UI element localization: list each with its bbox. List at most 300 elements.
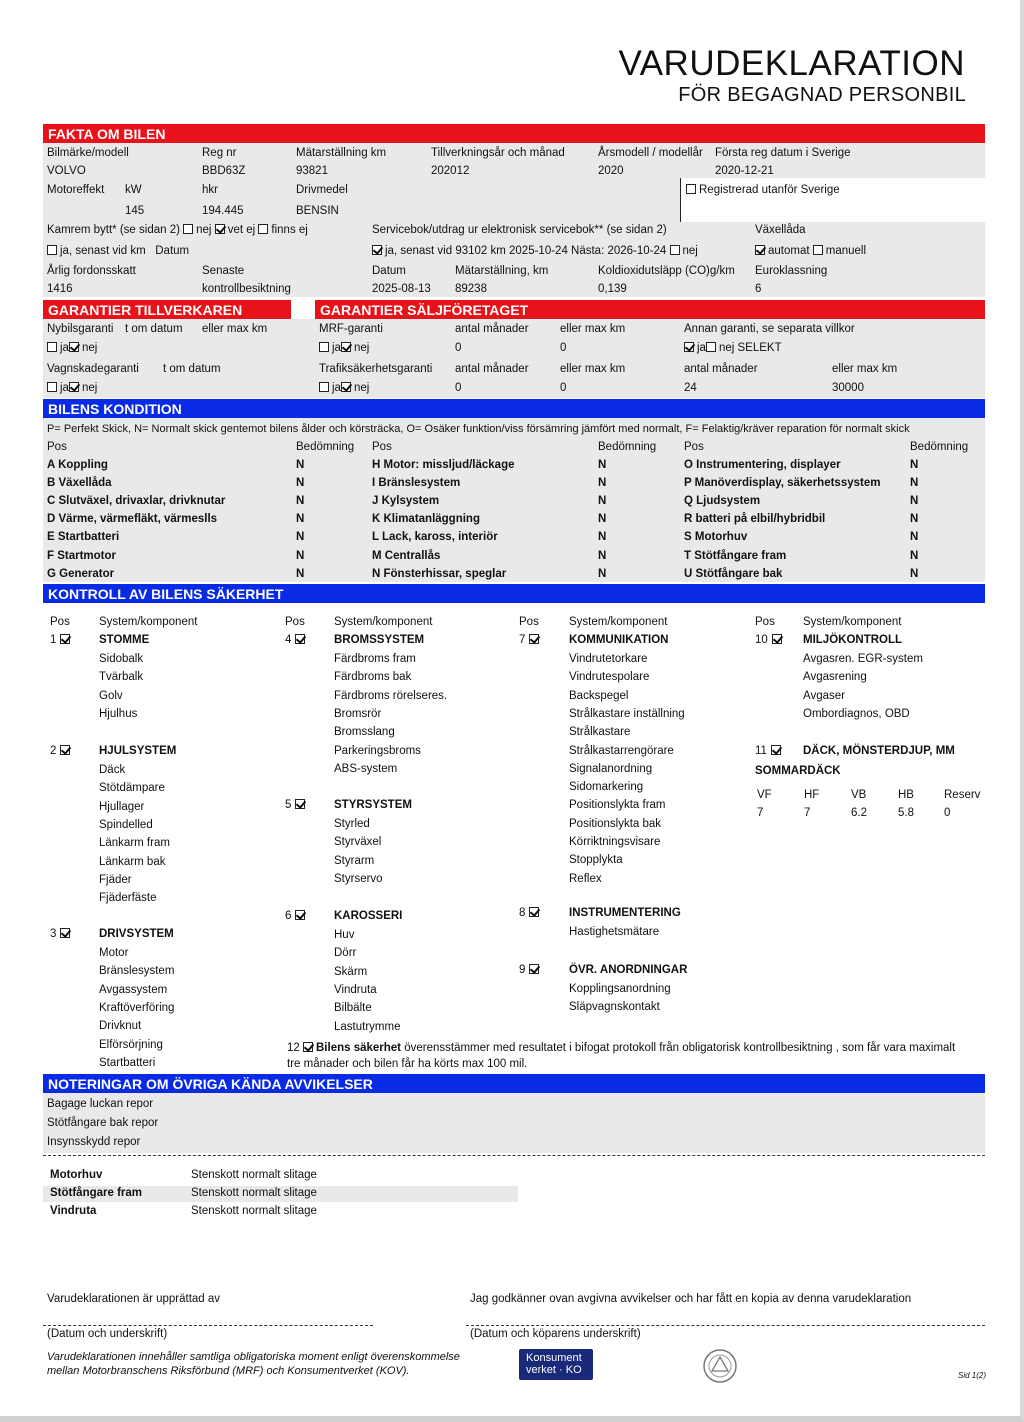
notering-line-3: Insynsskydd repor — [47, 1136, 141, 1148]
notering-line-2: Stötfångare bak repor — [47, 1117, 159, 1129]
group-2-item: Fjäder — [99, 873, 132, 886]
kondition-rating-3-6: N — [910, 549, 919, 562]
kondition-item-1-3: C Slutväxel, drivaxlar, drivknutar — [47, 495, 226, 508]
group-10-item: Avgaser — [803, 689, 845, 702]
annan-nej-checkbox[interactable] — [706, 342, 716, 352]
group-1-item: Tvärbalk — [99, 671, 144, 684]
group-10-item: Avgasren. EGR-system — [803, 653, 923, 665]
group-4-item: Bromsrör — [334, 707, 382, 720]
kondition-rating-3-5: N — [910, 531, 919, 544]
pos-11-number: 11 — [755, 745, 767, 757]
kondition-pos-1: Pos — [47, 441, 67, 453]
value-arsmodell: 2020 — [598, 165, 624, 177]
value-mrf-km: 0 — [560, 342, 567, 354]
group-2-item: Länkarm bak — [99, 855, 166, 868]
doc-subtitle: FÖR BEGAGNAD PERSONBIL — [678, 84, 966, 106]
dack-col-5: Reserv — [944, 789, 981, 801]
sign-label-1: (Datum och underskrift) — [47, 1328, 168, 1340]
annan-ja-label: ja — [697, 342, 706, 354]
trafik-ja-checkbox[interactable] — [319, 382, 329, 392]
group-7-item: Vindrutespolare — [569, 671, 650, 684]
upprattad-label: Varudeklarationen är upprättad av — [47, 1293, 221, 1305]
dack-col-2: HF — [804, 789, 820, 801]
kondition-rating-1-2: N — [296, 477, 305, 490]
value-annan-km: 30000 — [832, 382, 864, 394]
kondition-rating-1-3: N — [296, 495, 305, 508]
konsumentverket-logo — [519, 1349, 593, 1380]
group-7-item: Signalanordning — [569, 762, 653, 775]
servicebok-row — [372, 245, 698, 258]
label-nybilsgaranti: Nybilsgaranti — [47, 323, 114, 335]
pos-8-checkbox[interactable] — [529, 907, 539, 917]
kondition-item-3-1: O Instrumentering, displayer — [684, 459, 841, 471]
group-8-title: INSTRUMENTERING — [569, 907, 681, 919]
group-1-item: Golv — [99, 689, 123, 702]
vagn-ja-checkbox[interactable] — [47, 382, 57, 392]
kamrem-vetej-label: vet ej — [227, 224, 256, 236]
group-6-item: Lastutrymme — [334, 1020, 401, 1033]
kontroll-pos-header-3: Pos — [519, 616, 539, 628]
logo-line-2: verket · KO — [526, 1364, 582, 1376]
kondition-item-1-1: A Koppling — [47, 459, 108, 471]
dack-val-1: 7 — [757, 807, 764, 819]
trafik-nej-label: nej — [353, 382, 370, 394]
group-10-title: MILJÖKONTROLL — [803, 634, 903, 646]
pos-2-checkbox[interactable] — [60, 745, 70, 755]
label-mrf: MRF-garanti — [319, 323, 383, 335]
kamrem-finnsej-checkbox[interactable] — [258, 224, 268, 234]
footer-note-2: mellan Motorbranschens Riksförbund (MRF) och Konsumentverket (KOV). — [47, 1365, 410, 1377]
dack-val-3: 6.2 — [851, 807, 867, 819]
label-kw: kW — [125, 184, 142, 196]
label-matarstallning-km: Mätarställning, km — [455, 265, 549, 277]
kondition-rating-2-4: N — [598, 513, 607, 526]
automat-label: automat — [768, 245, 810, 257]
sakerhet-bold: Bilens säkerhet — [316, 1042, 402, 1054]
group-7-item: Strålkastare — [569, 726, 631, 739]
group-7-item: Reflex — [569, 872, 602, 885]
pos-3-checkbox[interactable] — [60, 928, 70, 938]
sakerhet-checkbox[interactable] — [303, 1042, 313, 1052]
pos-9-number: 9 — [519, 964, 526, 976]
registrerad-field — [686, 184, 840, 197]
value-annan-antal: 24 — [684, 382, 697, 394]
group-3-item: Startbatteri — [99, 1056, 156, 1069]
group-5-item: Styrled — [334, 818, 370, 830]
mrf-nej-checkbox[interactable] — [341, 342, 351, 352]
dack-val-5: 0 — [944, 807, 951, 819]
value-co: 0,139 — [598, 283, 627, 295]
kamrem-ja-row — [47, 245, 189, 258]
notering-row-3-desc: Stenskott normalt slitage — [191, 1205, 317, 1217]
pos-7-checkbox[interactable] — [529, 634, 539, 644]
kondition-rating-2-7: N — [598, 567, 607, 580]
group-3-item: Avgassystem — [99, 983, 168, 996]
kondition-rating-2-1: N — [598, 459, 607, 471]
group-7-item: Backspegel — [569, 689, 629, 702]
kondition-rating-2-3: N — [598, 495, 607, 508]
trafik-nej-checkbox[interactable] — [341, 382, 351, 392]
logo-line-1: Konsument — [526, 1352, 582, 1364]
noteringar-shade — [43, 1093, 985, 1153]
pos-5 — [285, 799, 308, 812]
kamrem-datum-label: Datum — [155, 245, 190, 257]
label-motoreffekt: Motoreffekt — [47, 184, 105, 196]
page-number: Sid 1(2) — [958, 1371, 987, 1380]
kondition-rating-1-1: N — [296, 459, 305, 471]
pos-3 — [50, 928, 73, 941]
group-1-item: Sidobalk — [99, 653, 144, 665]
pos-8-number: 8 — [519, 907, 526, 919]
garantier-saljforetaget-heading: GARANTIER SÄLJFÖRETAGET — [315, 300, 985, 319]
signature-line-2[interactable] — [466, 1325, 985, 1326]
kondition-item-2-2: I Bränslesystem — [372, 477, 461, 490]
group-6-item: Vindruta — [334, 983, 377, 996]
kondition-item-1-5: E Startbatteri — [47, 531, 120, 544]
label-arlig-skatt: Årlig fordonsskatt — [47, 265, 136, 277]
kondition-item-1-2: B Växellåda — [47, 477, 112, 490]
group-3-item: Bränslesystem — [99, 965, 175, 978]
vaxellada-label: Växellåda — [755, 224, 806, 236]
manuell-label: manuell — [825, 245, 867, 257]
sign-label-2: (Datum och köparens underskrift) — [470, 1328, 641, 1340]
vagn-ja-label: ja — [60, 382, 69, 394]
pos-7-number: 7 — [519, 634, 526, 646]
group-9-title: ÖVR. ANORDNINGAR — [569, 964, 688, 976]
servicebok-ja-checkbox[interactable] — [372, 245, 382, 255]
label-trafik-km: eller max km — [560, 363, 626, 375]
kondition-item-1-7: G Generator — [47, 567, 115, 580]
group-2-item: Fjäderfäste — [99, 892, 157, 905]
value-tillverkningsar: 202012 — [431, 165, 470, 177]
notering-row-2-desc: Stenskott normalt slitage — [191, 1187, 317, 1199]
group-2-item: Hjullager — [99, 800, 145, 813]
label-max-km: eller max km — [202, 323, 268, 335]
label-kontrollbesiktning: kontrollbesiktning — [202, 283, 291, 295]
pos-5-checkbox[interactable] — [295, 799, 305, 809]
group-6-item: Bilbälte — [334, 1002, 372, 1015]
label-annan-km: eller max km — [832, 363, 898, 375]
kondition-item-2-1: H Motor: missljud/läckage — [372, 459, 515, 471]
mrf-ja-label: ja — [332, 342, 341, 354]
group-10-item: Avgasrening — [803, 671, 867, 684]
label-tom-datum: t om datum — [125, 323, 183, 335]
footer-note-1: Varudeklarationen innehåller samtliga obligatoriska moment enligt överenskommelse — [47, 1351, 460, 1363]
servicebok-ja-label: ja, senast vid 93102 km 2025-10-24 Nästa: 2026-10-24 — [385, 245, 667, 257]
kondition-rating-3-1: N — [910, 459, 919, 471]
trafik-ja-label: ja — [332, 382, 341, 394]
kondition-item-2-3: J Kylsystem — [372, 495, 440, 508]
kamrem-ja-checkbox[interactable] — [47, 245, 57, 255]
nybil-nej-checkbox[interactable] — [69, 342, 79, 352]
group-7-item: Körriktningsvisare — [569, 836, 661, 848]
kontroll-system-header-4: System/komponent — [803, 616, 902, 628]
notering-row-2-part: Stötfångare fram — [50, 1187, 143, 1199]
label-trafik: Trafiksäkerhetsgaranti — [319, 363, 433, 375]
value-regnr: BBD63Z — [202, 165, 246, 177]
noteringar-heading: NOTERINGAR OM ÖVRIGA KÄNDA AVVIKELSER — [43, 1074, 985, 1093]
kamrem-vetej-checkbox[interactable] — [215, 224, 225, 234]
group-6-item: Huv — [334, 929, 355, 941]
group-4-item: Färdbroms rörelseres. — [334, 689, 448, 702]
kondition-rating-2-6: N — [598, 549, 607, 562]
nybil-ja-checkbox[interactable] — [47, 342, 57, 352]
group-4-title: BROMSSYSTEM — [334, 634, 425, 646]
pos-7 — [519, 634, 542, 647]
kondition-pos-3: Pos — [684, 441, 704, 453]
label-annan-antal: antal månader — [684, 363, 758, 375]
group-4-item: Parkeringsbroms — [334, 744, 421, 757]
value-bilmarke: VOLVO — [47, 165, 86, 177]
group-1-item: Hjulhus — [99, 707, 138, 720]
kondition-pos-2: Pos — [372, 441, 392, 453]
kondition-bedomning-3: Bedömning — [910, 441, 969, 453]
sakerhet-statement — [287, 1042, 955, 1055]
group-5-item: Styrarm — [334, 854, 375, 867]
kondition-rating-2-2: N — [598, 477, 607, 490]
automat-checkbox[interactable] — [755, 245, 765, 255]
group-1-title: STOMME — [99, 634, 150, 646]
group-6-title: KAROSSERI — [334, 910, 403, 922]
kamrem-ja-label: ja, senast vid km — [60, 245, 146, 257]
label-senaste: Senaste — [202, 265, 245, 277]
pos-10-number: 10 — [755, 634, 768, 646]
pos-1 — [50, 634, 73, 647]
kamrem-row — [47, 224, 308, 237]
kondition-item-2-5: L Lack, kaross, interiör — [372, 531, 498, 544]
notering-row-1-desc: Stenskott normalt slitage — [191, 1169, 317, 1181]
label-drivmedel: Drivmedel — [296, 184, 348, 196]
pos-6 — [285, 910, 308, 923]
kontroll-system-header-1: System/komponent — [99, 616, 198, 628]
kontroll-system-header-3: System/komponent — [569, 616, 668, 628]
group-4-item: ABS-system — [334, 762, 398, 775]
kondition-rating-1-6: N — [296, 549, 305, 562]
pos-10-checkbox[interactable] — [772, 634, 782, 644]
group-7-item: Positionslykta fram — [569, 799, 666, 812]
registrerad-label: Registrerad utanför Sverige — [699, 184, 840, 196]
manuell-checkbox[interactable] — [813, 245, 823, 255]
group-4-item: Färdbroms bak — [334, 671, 412, 684]
kondition-rating-1-7: N — [296, 567, 305, 580]
kondition-rating-1-5: N — [296, 531, 305, 544]
value-hkr: 194.445 — [202, 205, 244, 217]
vagn-choice — [47, 382, 97, 395]
group-2-item: Länkarm fram — [99, 837, 170, 850]
group-3-item: Kraftöverföring — [99, 1001, 175, 1014]
label-bilmarke: Bilmärke/modell — [47, 147, 129, 159]
group-5-item: Styrväxel — [334, 836, 382, 849]
value-mrf-antal: 0 — [455, 342, 462, 354]
pos-6-number: 6 — [285, 910, 292, 922]
label-matarstallning: Mätarställning km — [296, 147, 387, 159]
label-euroklass: Euroklassning — [755, 265, 828, 277]
value-matar: 89238 — [455, 283, 487, 295]
kondition-rating-3-2: N — [910, 477, 919, 490]
garantier-tillverkaren-heading: GARANTIER TILLVERKAREN — [43, 300, 291, 319]
value-trafik-km: 0 — [560, 382, 567, 394]
group-2-title: HJULSYSTEM — [99, 745, 177, 757]
kondition-bedomning-1: Bedömning — [296, 441, 355, 453]
label-annan: Annan garanti, se separata villkor — [684, 323, 855, 335]
servicebok-nej-label: nej — [682, 245, 698, 257]
label-koldioxid: Koldioxidutsläpp (CO)g/km — [598, 265, 735, 277]
group-2-item: Stötdämpare — [99, 782, 165, 795]
kamrem-label: Kamrem bytt* (se sidan 2) — [47, 224, 180, 236]
group-7-item: Strålkastarrengörare — [569, 744, 674, 757]
label-tom-datum-2: t om datum — [163, 363, 221, 375]
dack-col-1: VF — [757, 789, 772, 801]
kondition-item-1-4: D Värme, värmefläkt, värmeslls — [47, 513, 218, 526]
pos-2 — [50, 745, 73, 758]
dack-col-4: HB — [898, 789, 914, 801]
group-6-item: Dörr — [334, 947, 357, 960]
value-euro: 6 — [755, 283, 762, 295]
label-hkr: hkr — [202, 184, 218, 196]
group-5-item: Styrservo — [334, 872, 383, 885]
group-9-item: Släpvagnskontakt — [569, 1001, 660, 1014]
label-mrf-antal: antal månader — [455, 323, 529, 335]
group-7-item: Vindrutetorkare — [569, 653, 648, 665]
group-7-item: Positionslykta bak — [569, 817, 662, 830]
mrf-choice — [319, 342, 369, 355]
pos-4-checkbox[interactable] — [295, 634, 305, 644]
pos-1-number: 1 — [50, 634, 57, 646]
pos-4-number: 4 — [285, 634, 292, 646]
servicebok-nej-checkbox[interactable] — [670, 245, 680, 255]
pos-6-checkbox[interactable] — [295, 910, 305, 920]
value-matarstallning: 93821 — [296, 165, 328, 177]
group-9-item: Kopplingsanordning — [569, 983, 671, 995]
kamrem-finnsej-label: finns ej — [271, 224, 308, 236]
group-2-item: Däck — [99, 764, 126, 776]
pos-10 — [755, 634, 785, 647]
pos-4 — [285, 634, 308, 647]
vagn-nej-label: nej — [81, 382, 98, 394]
registrerad-checkbox[interactable] — [686, 184, 696, 194]
signature-line-1[interactable] — [43, 1325, 373, 1326]
group-5-title: STYRSYSTEM — [334, 799, 412, 811]
kondition-bedomning-2: Bedömning — [598, 441, 657, 453]
kondition-item-2-7: N Fönsterhissar, speglar — [372, 567, 507, 580]
annan-choice — [684, 342, 782, 355]
mrf-ja-checkbox[interactable] — [319, 342, 329, 352]
pos-2-number: 2 — [50, 745, 57, 757]
pos-3-number: 3 — [50, 928, 57, 940]
notering-row-1-part: Motorhuv — [50, 1169, 103, 1181]
kondition-item-3-3: Q Ljudsystem — [684, 495, 761, 508]
pos-11 — [755, 745, 784, 758]
label-trafik-antal: antal månader — [455, 363, 529, 375]
group-7-item: Stopplykta — [569, 854, 623, 867]
mrf-nej-label: nej — [353, 342, 370, 354]
group-4-item: Bromsslang — [334, 726, 395, 739]
sakerhet-text-1: överensstämmer med resultatet i bifogat protokoll från obligatorisk kontrollbesiktning , som får vara maximalt — [401, 1042, 956, 1054]
kondition-rating-3-7: N — [910, 567, 919, 580]
kondition-item-2-4: K Klimatanläggning — [372, 513, 480, 526]
fakta-heading: FAKTA OM BILEN — [43, 124, 985, 143]
kontroll-pos-header-4: Pos — [755, 616, 775, 628]
kondition-item-3-7: U Stötfångare bak — [684, 567, 783, 580]
value-forsta-reg: 2020-12-21 — [715, 165, 774, 177]
group-7-item: Sidomarkering — [569, 781, 644, 794]
label-arsmodell: Årsmodell / modellår — [598, 147, 703, 159]
vagn-nej-checkbox[interactable] — [69, 382, 79, 392]
label-tillverkningsar: Tillverkningsår och månad — [431, 147, 565, 159]
pos-1-checkbox[interactable] — [60, 634, 70, 644]
label-regnr: Reg nr — [202, 147, 237, 159]
sommardack-label: SOMMARDÄCK — [755, 765, 841, 777]
kondition-rating-3-3: N — [910, 495, 919, 508]
value-drivmedel: BENSIN — [296, 205, 339, 217]
kontroll-pos-header-1: Pos — [50, 616, 70, 628]
pos-5-number: 5 — [285, 799, 292, 811]
kondition-legend: P= Perfekt Skick, N= Normalt skick gentemot bilens ålder och körsträcka, O= Osäker funktion/viss försämring jämfört med normalt, F= Felaktig/kräver reparation för normalt skick — [47, 423, 910, 435]
servicebok-label: Servicebok/utdrag ur elektronisk servicebok** (se sidan 2) — [372, 224, 667, 236]
kontroll-pos-header-2: Pos — [285, 616, 305, 628]
group-2-item: Spindelled — [99, 818, 153, 831]
noteringar-divider — [43, 1155, 985, 1156]
sakerhet-text-2: tre månader och bilen får ha körts max 100 mil. — [287, 1058, 528, 1070]
group-3-item: Motor — [99, 947, 129, 959]
kondition-rating-3-4: N — [910, 513, 919, 526]
kondition-item-1-6: F Startmotor — [47, 549, 116, 562]
kondition-rating-2-5: N — [598, 531, 607, 544]
value-skatt: 1416 — [47, 283, 73, 295]
kamrem-nej-checkbox[interactable] — [183, 224, 193, 234]
kondition-heading: BILENS KONDITION — [43, 399, 985, 418]
godkanner-label: Jag godkänner ovan avgivna avvikelser och har fått en kopia av denna varudeklaration — [470, 1293, 912, 1305]
group-6-item: Skärm — [334, 965, 368, 978]
kontroll-system-header-2: System/komponent — [334, 616, 433, 628]
group-10-item: Ombordiagnos, OBD — [803, 707, 910, 720]
annan-nej-label: nej SELEKT — [718, 342, 782, 354]
kondition-item-2-6: M Centrallås — [372, 549, 441, 562]
pos-11-checkbox[interactable] — [771, 745, 781, 755]
trafik-choice — [319, 382, 369, 395]
group-11-title: DÄCK, MÖNSTERDJUP, MM — [803, 745, 955, 757]
group-8-item: Hastighetsmätare — [569, 926, 660, 938]
kondition-rating-1-4: N — [296, 513, 305, 526]
group-3-item: Drivknut — [99, 1020, 142, 1033]
pos-12: 12 — [287, 1042, 300, 1054]
nybil-ja-label: ja — [60, 342, 69, 354]
pos-8 — [519, 907, 542, 920]
nybil-nej-label: nej — [81, 342, 98, 354]
label-vagnskada: Vagnskadegaranti — [47, 363, 139, 375]
kondition-item-3-2: P Manöverdisplay, säkerhetssystem — [684, 477, 881, 490]
group-7-title: KOMMUNIKATION — [569, 634, 669, 646]
pos-9-checkbox[interactable] — [529, 964, 539, 974]
pos-9 — [519, 964, 542, 977]
kamrem-nej-label: nej — [196, 224, 212, 236]
value-kw: 145 — [125, 205, 145, 217]
dack-val-4: 5.8 — [898, 807, 914, 819]
dack-col-3: VB — [851, 789, 867, 801]
kondition-item-3-5: S Motorhuv — [684, 531, 748, 544]
dack-val-2: 7 — [804, 807, 811, 819]
vaxellada-row — [755, 245, 866, 258]
notering-line-1: Bagage luckan repor — [47, 1098, 154, 1110]
label-mrf-km: eller max km — [560, 323, 626, 335]
label-datum: Datum — [372, 265, 406, 277]
doc-title: VARUDEKLARATION — [618, 44, 965, 83]
nybil-choice — [47, 342, 97, 355]
annan-ja-checkbox[interactable] — [684, 342, 694, 352]
group-7-item: Strålkastare inställning — [569, 707, 685, 720]
value-trafik-antal: 0 — [455, 382, 462, 394]
group-3-title: DRIVSYSTEM — [99, 928, 174, 940]
